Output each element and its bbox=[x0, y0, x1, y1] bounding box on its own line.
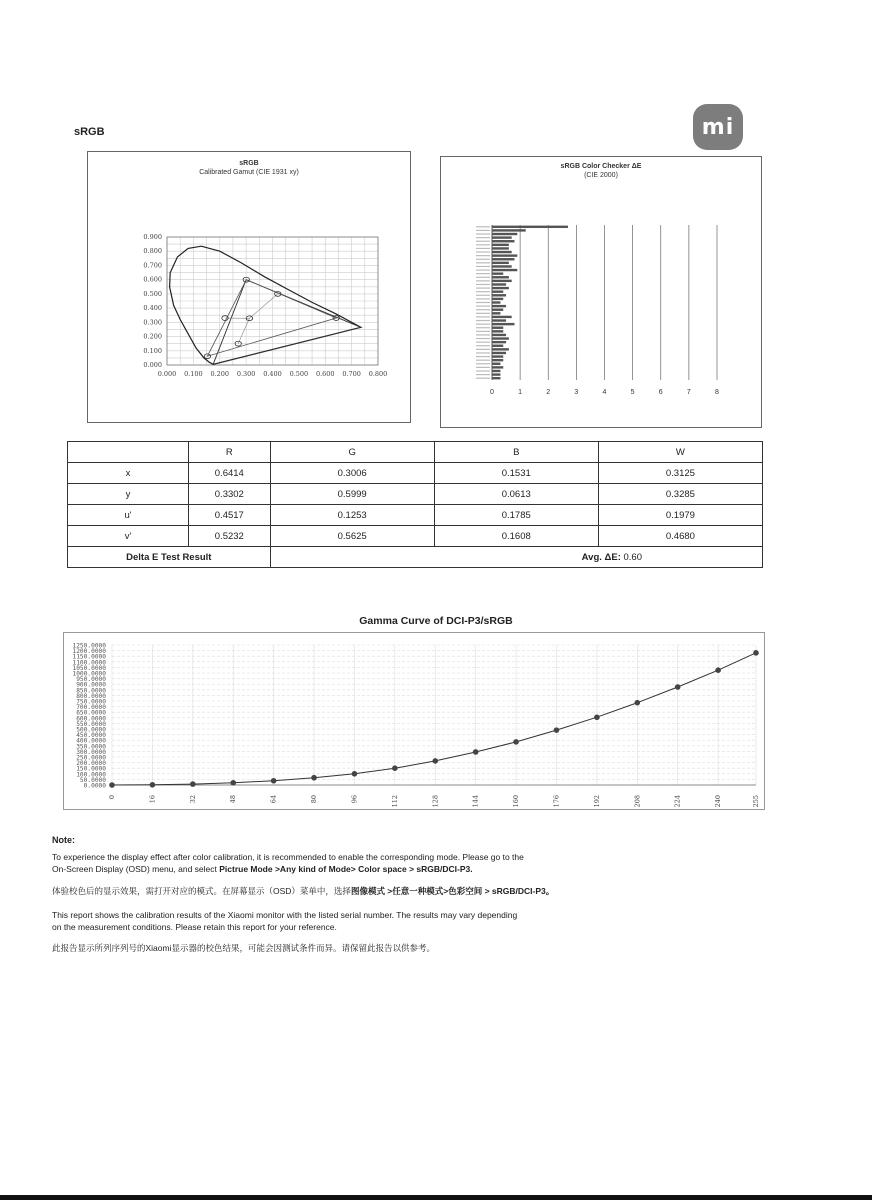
table-cell: 0.6414 bbox=[189, 463, 271, 484]
avg-delta-e-cell bbox=[270, 547, 762, 568]
y-tick-label: 0.0000 bbox=[83, 782, 106, 790]
checker-bar-label-mark bbox=[476, 262, 490, 263]
note-paragraph-1 bbox=[52, 851, 524, 875]
table-row bbox=[68, 526, 763, 547]
delta-e-label: Delta E Test Result bbox=[68, 547, 271, 568]
checker-bar bbox=[492, 309, 503, 311]
header-b: B bbox=[434, 442, 598, 463]
table-corner-cell bbox=[68, 442, 189, 463]
table-row bbox=[68, 505, 763, 526]
x-tick-label: 1 bbox=[518, 389, 523, 396]
checker-bar bbox=[492, 226, 568, 228]
note-text: On-Screen Display (OSD) menu, and select bbox=[52, 864, 220, 874]
note-paragraph-2 bbox=[52, 885, 554, 897]
y-tick-label: 650.0000 bbox=[76, 709, 106, 717]
note-line: on the measurement conditions. Please retain this report for your reference. bbox=[52, 922, 337, 932]
x-tick-label: 0.300 bbox=[236, 370, 256, 378]
gamma-chart bbox=[64, 633, 764, 809]
table-row bbox=[68, 484, 763, 505]
x-tick-label: 32 bbox=[188, 795, 197, 804]
row-label: v' bbox=[68, 526, 189, 547]
gamut-chart-title: sRGB bbox=[239, 160, 259, 167]
note-paragraph-3 bbox=[52, 909, 517, 933]
x-tick-label: 208 bbox=[633, 795, 642, 808]
y-tick-label: 400.0000 bbox=[76, 737, 106, 745]
x-tick-label: 0.000 bbox=[157, 370, 177, 378]
note-line: This report shows the calibration results of the Xiaomi monitor with the listed serial number. The results may vary depending bbox=[52, 910, 518, 920]
checker-bar-label-mark bbox=[476, 233, 490, 234]
checker-bar bbox=[492, 287, 509, 289]
x-tick-label: 6 bbox=[658, 389, 663, 396]
y-tick-label: 850.0000 bbox=[76, 687, 106, 695]
checker-bar-label-mark bbox=[476, 241, 490, 242]
checker-bar bbox=[492, 334, 506, 336]
y-tick-label: 1050.0000 bbox=[72, 664, 106, 672]
y-tick-label: 750.0000 bbox=[76, 698, 106, 706]
checker-bar-label-mark bbox=[476, 284, 490, 285]
table-header-row bbox=[68, 442, 763, 463]
y-tick-label: 950.0000 bbox=[76, 676, 106, 684]
note-line bbox=[52, 863, 524, 875]
y-tick-label: 700.0000 bbox=[76, 704, 106, 712]
table-cell: 0.5232 bbox=[189, 526, 271, 547]
x-tick-label: 0 bbox=[490, 389, 494, 396]
checker-chart bbox=[441, 157, 761, 427]
gamma-point bbox=[271, 778, 277, 784]
checker-bar bbox=[492, 305, 506, 307]
delta-e-row bbox=[68, 547, 763, 568]
checker-bar-label-mark bbox=[476, 244, 490, 245]
checker-bar bbox=[492, 348, 509, 350]
y-tick-label: 250.0000 bbox=[76, 754, 106, 762]
checker-bar-label-mark bbox=[476, 334, 490, 335]
y-tick-label: 0.000 bbox=[143, 361, 162, 369]
x-tick-label: 255 bbox=[752, 795, 760, 808]
checker-bar-label-mark bbox=[476, 237, 490, 238]
checker-bar-label-mark bbox=[476, 302, 490, 303]
checker-bar bbox=[492, 352, 506, 354]
checker-bar-label-mark bbox=[476, 248, 490, 249]
table-cell: 0.5999 bbox=[270, 484, 434, 505]
table-cell: 0.4517 bbox=[189, 505, 271, 526]
row-label: u' bbox=[68, 505, 189, 526]
checker-bar bbox=[492, 254, 517, 256]
gamma-point bbox=[311, 775, 317, 781]
checker-bar-label-mark bbox=[476, 356, 490, 357]
y-tick-label: 1150.0000 bbox=[72, 653, 106, 661]
table-cell: 0.3125 bbox=[598, 463, 762, 484]
y-tick-label: 1000.0000 bbox=[72, 670, 106, 678]
y-tick-label: 350.0000 bbox=[76, 743, 106, 751]
x-tick-label: 96 bbox=[350, 795, 359, 804]
x-tick-label: 0.200 bbox=[210, 370, 230, 378]
header-w: W bbox=[598, 442, 762, 463]
table-cell: 0.3006 bbox=[270, 463, 434, 484]
gamut-chart bbox=[88, 152, 410, 422]
checker-bar-label-mark bbox=[476, 298, 490, 299]
spectral-locus bbox=[170, 246, 361, 364]
checker-bar bbox=[492, 355, 503, 357]
x-tick-label: 240 bbox=[714, 795, 723, 808]
table-cell: 0.1531 bbox=[434, 463, 598, 484]
checker-bar-label-mark bbox=[476, 342, 490, 343]
checker-bar bbox=[492, 276, 509, 278]
table-cell: 0.3285 bbox=[598, 484, 762, 505]
x-tick-label: 176 bbox=[552, 795, 561, 808]
checker-bar bbox=[492, 290, 503, 292]
y-tick-label: 1100.0000 bbox=[72, 659, 106, 667]
checker-bar-label-mark bbox=[476, 295, 490, 296]
checker-bar-label-mark bbox=[476, 345, 490, 346]
checker-bar bbox=[492, 312, 500, 314]
checker-bar bbox=[492, 229, 526, 231]
y-tick-label: 100.0000 bbox=[76, 771, 106, 779]
checker-bar bbox=[492, 301, 500, 303]
y-tick-label: 0.200 bbox=[143, 332, 162, 341]
checker-bar bbox=[492, 294, 506, 296]
gamma-chart-panel bbox=[63, 632, 765, 810]
checker-bar-label-mark bbox=[476, 313, 490, 314]
checker-bar bbox=[492, 258, 515, 260]
x-tick-label: 128 bbox=[431, 795, 440, 808]
y-tick-label: 50.0000 bbox=[79, 776, 106, 784]
checker-bar-label-mark bbox=[476, 324, 490, 325]
checker-bar bbox=[492, 298, 503, 300]
checker-bar bbox=[492, 272, 503, 274]
checker-bar bbox=[492, 244, 509, 246]
gamma-point bbox=[392, 765, 398, 771]
x-tick-label: 112 bbox=[390, 795, 399, 808]
x-tick-label: 64 bbox=[269, 795, 278, 804]
chromaticity-table bbox=[67, 441, 763, 568]
checker-bar-label-mark bbox=[476, 306, 490, 307]
checker-bar bbox=[492, 233, 517, 235]
checker-bar bbox=[492, 236, 512, 238]
table-cell: 0.4680 bbox=[598, 526, 762, 547]
x-tick-label: 0.800 bbox=[368, 370, 388, 378]
checker-bar-label-mark bbox=[476, 338, 490, 339]
x-tick-label: 0.600 bbox=[315, 370, 335, 378]
y-tick-label: 900.0000 bbox=[76, 681, 106, 689]
gamma-point bbox=[190, 781, 196, 787]
checker-bar-label-mark bbox=[476, 266, 490, 267]
x-tick-label: 0.100 bbox=[184, 370, 203, 378]
note-line: To experience the display effect after color calibration, it is recommended to enable the corresponding mode. Please go to the bbox=[52, 852, 524, 862]
gamma-point bbox=[432, 758, 438, 764]
checker-bar-label-mark bbox=[476, 259, 490, 260]
checker-chart-title: sRGB Color Checker ΔE bbox=[560, 163, 642, 170]
checker-bar-label-mark bbox=[476, 287, 490, 288]
y-tick-label: 800.0000 bbox=[76, 692, 106, 700]
avg-delta-e-label: Avg. ΔE: bbox=[581, 551, 621, 563]
gamma-point bbox=[715, 667, 721, 673]
gamma-point bbox=[753, 650, 759, 656]
table-row bbox=[68, 463, 763, 484]
x-tick-label: 0.700 bbox=[342, 370, 361, 378]
checker-bar bbox=[492, 323, 515, 325]
checker-bar-label-mark bbox=[476, 378, 490, 379]
y-tick-label: 0.700 bbox=[143, 261, 162, 270]
checker-bar-label-mark bbox=[476, 349, 490, 350]
x-tick-label: 8 bbox=[715, 389, 719, 396]
gamma-point bbox=[352, 771, 358, 777]
row-label: x bbox=[68, 463, 189, 484]
y-tick-label: 1250.0000 bbox=[72, 642, 106, 650]
checker-bar bbox=[492, 370, 500, 372]
x-tick-label: 3 bbox=[574, 389, 579, 396]
header-r: R bbox=[189, 442, 271, 463]
checker-chart-subtitle: (CIE 2000) bbox=[584, 172, 618, 179]
checker-bar-label-mark bbox=[476, 230, 490, 231]
y-tick-label: 0.400 bbox=[143, 304, 162, 313]
checker-bar-label-mark bbox=[476, 291, 490, 292]
y-tick-label: 0.500 bbox=[143, 289, 162, 298]
table-cell: 0.1979 bbox=[598, 505, 762, 526]
checker-bar bbox=[492, 330, 503, 332]
checker-bar-label-mark bbox=[476, 370, 490, 371]
x-tick-label: 4 bbox=[602, 389, 607, 396]
y-tick-label: 300.0000 bbox=[76, 748, 106, 756]
checker-bar-label-mark bbox=[476, 273, 490, 274]
x-tick-label: 0.400 bbox=[263, 370, 282, 378]
checker-bar bbox=[492, 269, 517, 271]
x-tick-label: 224 bbox=[673, 795, 682, 808]
x-tick-label: 144 bbox=[471, 795, 480, 808]
y-tick-label: 450.0000 bbox=[76, 732, 106, 740]
checker-bar bbox=[492, 247, 509, 249]
x-tick-label: 16 bbox=[148, 795, 157, 804]
y-tick-label: 0.100 bbox=[143, 346, 162, 355]
checker-bar bbox=[492, 265, 512, 267]
checker-bar bbox=[492, 280, 512, 282]
gamma-point bbox=[635, 700, 641, 706]
gamma-point bbox=[473, 749, 479, 755]
checker-bar bbox=[492, 337, 509, 339]
checker-bar-label-mark bbox=[476, 374, 490, 375]
y-tick-label: 1200.0000 bbox=[72, 648, 106, 656]
y-tick-label: 150.0000 bbox=[76, 765, 106, 773]
table-cell: 0.0613 bbox=[434, 484, 598, 505]
y-tick-label: 200.0000 bbox=[76, 760, 106, 768]
checker-bar bbox=[492, 359, 503, 361]
checker-bar-label-mark bbox=[476, 327, 490, 328]
checker-bar bbox=[492, 283, 506, 285]
y-tick-label: 0.600 bbox=[143, 275, 162, 284]
checker-bar bbox=[492, 316, 512, 318]
note-paragraph-4: 此报告显示所列序列号的Xiaomi显示器的校色结果，可能会因测试条件而异。请保留此报告以供参考。 bbox=[52, 943, 435, 953]
checker-bar-label-mark bbox=[476, 280, 490, 281]
checker-bar bbox=[492, 366, 503, 368]
checker-bar bbox=[492, 363, 500, 365]
checker-bar bbox=[492, 319, 506, 321]
y-tick-label: 0.900 bbox=[143, 233, 162, 241]
xiaomi-logo: mi bbox=[693, 104, 743, 150]
table-cell: 0.1785 bbox=[434, 505, 598, 526]
table-cell: 0.1253 bbox=[270, 505, 434, 526]
gamut-inner-line bbox=[249, 294, 277, 318]
checker-bar bbox=[492, 240, 515, 242]
checker-bar-label-mark bbox=[476, 309, 490, 310]
checker-bar bbox=[492, 327, 503, 329]
gamma-point bbox=[230, 780, 236, 786]
checker-bar-label-mark bbox=[476, 255, 490, 256]
x-tick-label: 2 bbox=[546, 389, 551, 396]
gamma-point bbox=[513, 739, 519, 745]
table-cell: 0.5625 bbox=[270, 526, 434, 547]
note-text: 体验校色后的显示效果，需打开对应的模式。在屏幕显示（OSD）菜单中，选择 bbox=[52, 886, 351, 896]
gamma-point bbox=[109, 782, 115, 788]
y-tick-label: 500.0000 bbox=[76, 726, 106, 734]
y-tick-label: 0.300 bbox=[143, 318, 162, 327]
gamma-point bbox=[554, 727, 560, 733]
checker-bar-label-mark bbox=[476, 316, 490, 317]
note-bold-text: Pictrue Mode >Any kind of Mode> Color space > sRGB/DCI-P3. bbox=[219, 864, 473, 874]
gamma-point bbox=[150, 782, 156, 788]
gamma-point bbox=[675, 684, 681, 690]
y-tick-label: 550.0000 bbox=[76, 720, 106, 728]
checker-bar-label-mark bbox=[476, 352, 490, 353]
checker-bar-label-mark bbox=[476, 331, 490, 332]
gamut-chart-panel bbox=[87, 151, 411, 423]
scan-edge bbox=[0, 1195, 872, 1200]
x-tick-label: 80 bbox=[310, 795, 319, 804]
avg-delta-e-value: 0.60 bbox=[623, 551, 642, 563]
table-cell: 0.1608 bbox=[434, 526, 598, 547]
x-tick-label: 7 bbox=[686, 389, 691, 396]
gamma-chart-title: Gamma Curve of DCI-P3/sRGB bbox=[359, 615, 513, 627]
checker-bar-label-mark bbox=[476, 251, 490, 252]
checker-bar bbox=[492, 345, 503, 347]
checker-bar-label-mark bbox=[476, 367, 490, 368]
section-title: sRGB bbox=[74, 126, 105, 138]
gamut-chart-subtitle: Calibrated Gamut (CIE 1931 xy) bbox=[199, 169, 299, 176]
checker-bar-label-mark bbox=[476, 360, 490, 361]
checker-chart-panel bbox=[440, 156, 762, 428]
checker-bar-label-mark bbox=[476, 269, 490, 270]
note-heading: Note: bbox=[52, 835, 75, 845]
checker-bar bbox=[492, 251, 512, 253]
checker-bar bbox=[492, 377, 500, 379]
checker-bar-label-mark bbox=[476, 363, 490, 364]
row-label: y bbox=[68, 484, 189, 505]
x-tick-label: 0 bbox=[108, 795, 116, 800]
x-tick-label: 192 bbox=[592, 795, 601, 808]
checker-bar bbox=[492, 262, 509, 264]
table-cell: 0.3302 bbox=[189, 484, 271, 505]
gamma-point bbox=[594, 714, 600, 720]
gamma-curve-line bbox=[112, 653, 756, 785]
x-tick-label: 160 bbox=[512, 795, 521, 808]
note-bold-text: 图像模式 >任意一种模式>色彩空间 > sRGB/DCI-P3。 bbox=[350, 886, 555, 896]
x-tick-label: 0.500 bbox=[289, 370, 309, 378]
x-tick-label: 48 bbox=[229, 795, 238, 804]
checker-bar bbox=[492, 373, 500, 375]
checker-bar-label-mark bbox=[476, 277, 490, 278]
y-tick-label: 0.800 bbox=[143, 247, 162, 256]
checker-bar-label-mark bbox=[476, 226, 490, 227]
checker-bar-label-mark bbox=[476, 320, 490, 321]
x-tick-label: 5 bbox=[630, 389, 635, 396]
header-g: G bbox=[270, 442, 434, 463]
y-tick-label: 600.0000 bbox=[76, 715, 106, 723]
checker-bar bbox=[492, 341, 506, 343]
